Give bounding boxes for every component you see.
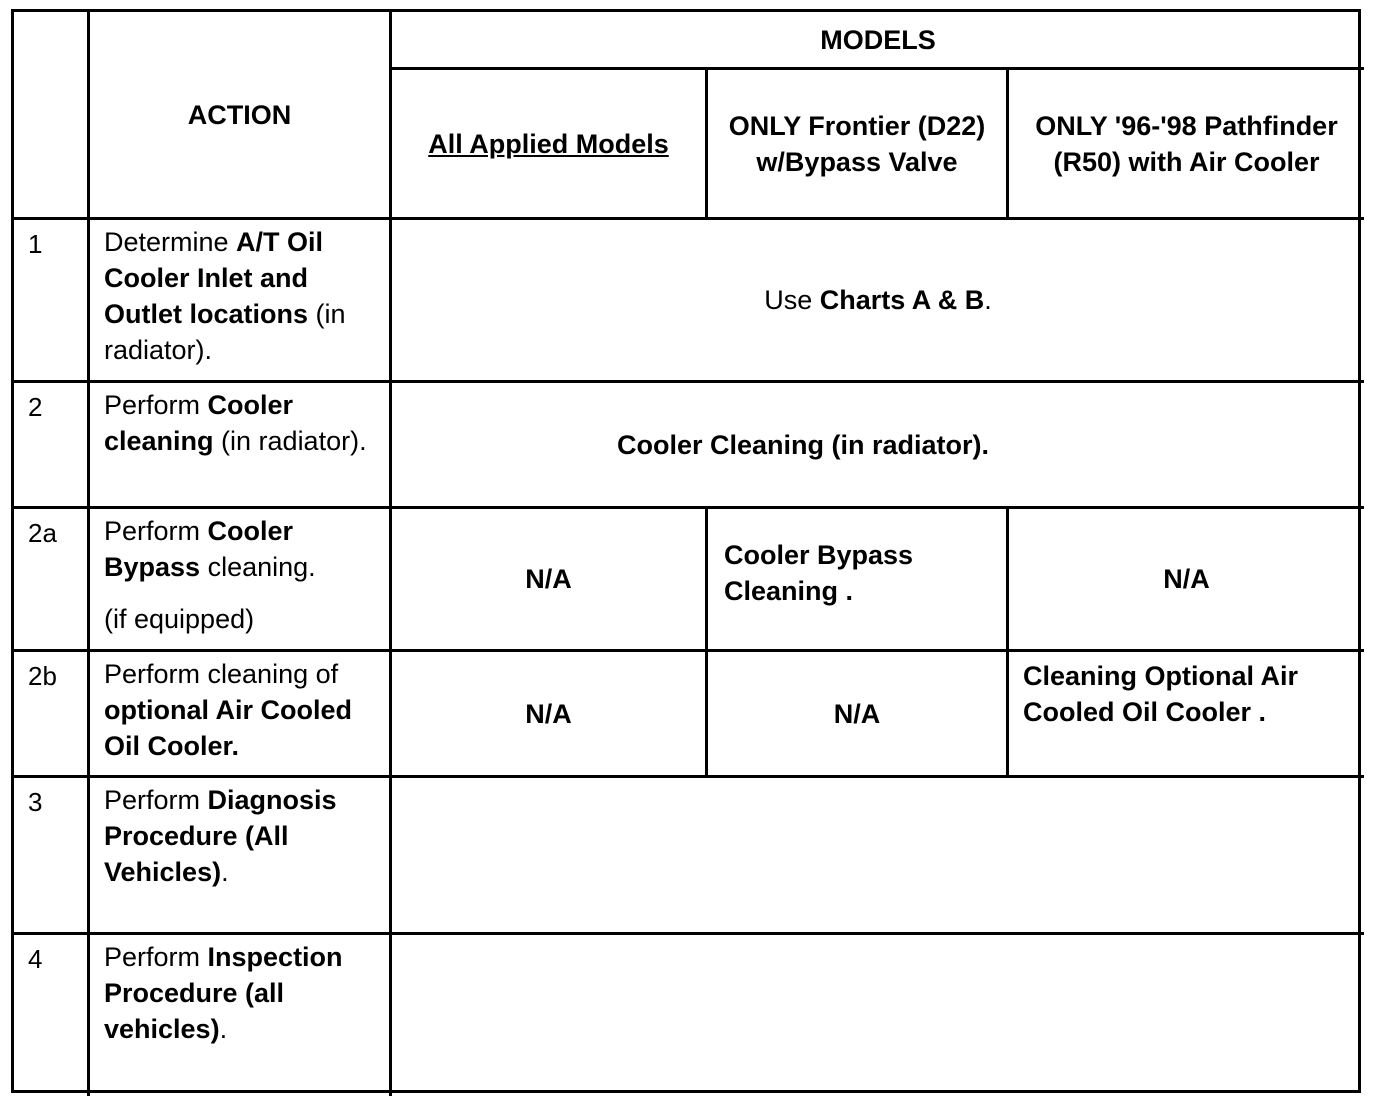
- action-cell: [90, 220, 392, 383]
- all-models-cell: [392, 652, 708, 778]
- models-header-label: MODELS: [820, 24, 936, 55]
- action-header-label: ACTION: [187, 99, 292, 130]
- frontier-cell: [708, 509, 1009, 652]
- action-cell: [90, 778, 392, 935]
- span-cell: [392, 383, 1364, 509]
- frontier-cell: [708, 652, 1009, 778]
- action-text: (in radiator).: [104, 299, 346, 365]
- column-header-frontier-label: ONLY Frontier (D22) w/Bypass Valve: [728, 110, 986, 177]
- row-number-label: 4: [28, 944, 43, 974]
- row-number: [14, 383, 90, 509]
- charts-reference: Charts A & B: [819, 285, 985, 315]
- procedure-table: [11, 9, 1361, 1093]
- action-text-bold: optional Air Cooled Oil Cooler.: [104, 695, 352, 761]
- action-text: (in radiator).: [213, 426, 367, 456]
- row-number: [14, 935, 90, 1096]
- column-header-all-models: [392, 70, 708, 220]
- all-models-cell: [392, 509, 708, 652]
- cooler-cleaning-reference: Cooler Cleaning (in radiator).: [616, 429, 990, 460]
- pathfinder-cell: [1009, 509, 1364, 652]
- action-header: [90, 12, 392, 220]
- action-text: cleaning.: [200, 552, 316, 582]
- column-header-pathfinder: [1009, 70, 1364, 220]
- action-text: Perform: [104, 785, 208, 815]
- span-text: Use: [764, 285, 820, 315]
- action-text: Perform: [104, 942, 208, 972]
- row-number: [14, 778, 90, 935]
- action-text-bold: Inspection Procedure (all vehicles): [104, 942, 343, 1044]
- action-text: .: [221, 857, 229, 887]
- air-cooled-oil-cooler-reference: Cleaning Optional Air Cooled Oil Cooler .: [1023, 661, 1299, 727]
- action-text: Perform cleaning of: [104, 659, 339, 689]
- row-number-label: 2a: [28, 518, 57, 548]
- action-text-bold: Cooler Bypass: [104, 516, 294, 582]
- action-text-bold: Cooler cleaning: [104, 390, 294, 456]
- column-header-frontier: [708, 70, 1009, 220]
- action-text: Perform: [104, 390, 208, 420]
- row-number-label: 3: [28, 787, 43, 817]
- row-number: [14, 509, 90, 652]
- span-text: .: [984, 285, 992, 315]
- action-note: (if equipped): [104, 604, 255, 634]
- action-cell: [90, 383, 392, 509]
- cooler-bypass-cleaning-reference: Cooler Bypass Cleaning .: [724, 540, 914, 606]
- row-number: [14, 652, 90, 778]
- action-text: Perform: [104, 516, 208, 546]
- action-text: Determine: [104, 227, 237, 257]
- na-label: N/A: [525, 564, 572, 594]
- header-blank-cell: [14, 12, 90, 220]
- action-cell: [90, 652, 392, 778]
- action-text-bold: Diagnosis Procedure (All Vehicles): [104, 785, 337, 887]
- pathfinder-cell: [1009, 652, 1364, 778]
- row-number-label: 2: [28, 392, 43, 422]
- row-number: [14, 220, 90, 383]
- na-label: N/A: [833, 698, 881, 729]
- span-cell: [392, 220, 1364, 383]
- row-number-label: 2b: [28, 661, 57, 691]
- na-label: N/A: [1163, 564, 1210, 594]
- models-header: [392, 12, 1364, 70]
- span-cell: [392, 778, 1364, 935]
- row-number-label: 1: [28, 229, 43, 259]
- action-text: .: [219, 1014, 228, 1044]
- na-label: N/A: [525, 698, 572, 729]
- action-cell: [90, 935, 392, 1096]
- column-header-all-models-label: All Applied Models: [428, 128, 669, 159]
- action-text-bold: A/T Oil Cooler Inlet and Outlet locations: [104, 227, 324, 329]
- column-header-pathfinder-label: ONLY '96-'98 Pathfinder (R50) with Air Cooler: [1035, 110, 1338, 177]
- span-cell: [392, 935, 1364, 1096]
- action-cell: [90, 509, 392, 652]
